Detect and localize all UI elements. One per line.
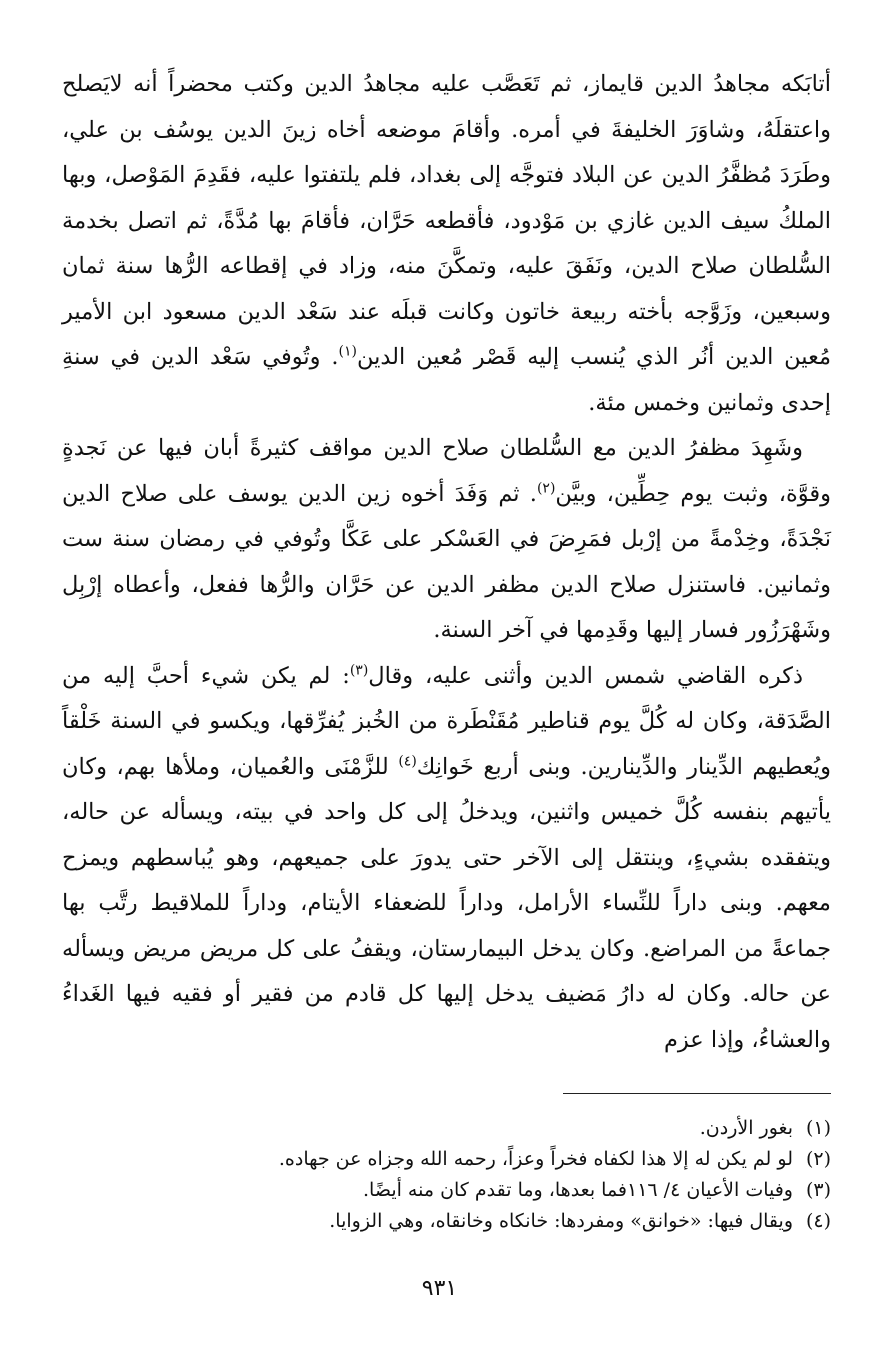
footnote-reference: (١) (338, 343, 357, 360)
footnote-number: (١) (805, 1117, 831, 1139)
footnote-separator (563, 1093, 831, 1094)
paragraph-2 (62, 426, 831, 654)
paragraph-text: ذكره القاضي شمس الدين وأثنى عليه، وقال (368, 662, 804, 689)
paragraph-1 (62, 62, 831, 426)
footnote-reference: (٢) (536, 480, 556, 496)
page-number: ٩٣١ (421, 1276, 458, 1301)
footnote-4 (62, 1206, 831, 1237)
main-text (62, 62, 831, 1063)
paragraph-text: وشَهِدَ مظفرُ الدين مع السُّلطان صلاح الدين مواقف كثيرةً أبان فيها عن نَجدةٍ وقوَّة، وثبت يوم حِطِّين، وبيَّن (62, 435, 831, 507)
footnotes (62, 1113, 831, 1237)
footnote-number: (٣) (805, 1179, 831, 1201)
paragraph-text: : لم يكن شيء أحبَّ إليه من الصَّدَقة، وكان له كُلَّ يوم قناطير مُقَنْطَرة من الخُبز يُفرِّقها، ويكسو في السنة خَلْقاً ويُعطيهم الدِّينار والدِّينارين. وبنى أربع خَوانِك (62, 662, 832, 780)
footnote-text: ويقال فيها: «خوانق» ومفردها: خانكاه وخانقاه، وهي الزوايا. (329, 1210, 793, 1232)
footnote-reference: (٤) (398, 753, 417, 769)
paragraph-text: . ثم وَفَدَ أخوه زين الدين يوسف على صلاح الدين نَجْدَةً، وخِدْمةً من إرْبل فمَرِضَ في العَسْكر على عَكَّا وتُوفي في رمضان سنة ست وثمانين. فاستنزل صلاح الدين مظفر الدين عن حَرَّان والرُّها ففعل، وأعطاه إرْبِل وشَهْرَزُور فسار إليها وقَدِمها في آخر السنة. (62, 480, 831, 643)
paragraph-text: أتابَكه مجاهدُ الدين قايماز، ثم تَعَصَّب عليه مجاهدُ الدين وكتب محضراً أنه لايَصلح واعتقلَهُ، وشاوَرَ الخليفةَ في أمره. وأقامَ موضعه أخاه زينَ الدين يوسُف بن علي، وطَرَدَ مُظفَّرُ الدين عن البلاد فتوجَّه إلى بغداد، فلم يلتفتوا عليه، فقَدِمَ المَوْصل، وبها الملكُ سيف الدين غازي بن مَوْدود، فأقطعه حَرَّان، فأقامَ بها مُدَّةً، ثم اتصل بخدمة السُّلطان صلاح الدين، ونَفَقَ عليه، وتمكَّنَ منه، وزاد في إقطاعه الرُّها سنة ثمان وسبعين، وزَوَّجه بأخته ربيعة خاتون وكانت قبلَه عند سَعْد الدين مسعود ابن الأمير مُعين الدين أنُر الذي يُنسب إليه قَصْر مُعين الدين (62, 71, 832, 370)
footnote-text: لو لم يكن له إلا هذا لكفاه فخراً وعزاً، رحمه الله وجزاه عن جهاده. (278, 1148, 793, 1170)
paragraph-text: . وتُوفي سَعْد الدين في سنةِ إحدى وثمانين وخمس مئة. (62, 344, 831, 416)
footnote-3 (62, 1175, 831, 1206)
footnote-number: (٢) (805, 1148, 831, 1170)
footnote-2 (62, 1144, 831, 1175)
footnote-1 (62, 1113, 831, 1144)
footnote-text: بغور الأردن. (699, 1117, 793, 1139)
footnote-reference: (٣) (349, 662, 369, 678)
paragraph-text: للزَّمْنَى والعُميان، وملأها بهم، وكان يأتيهم بنفسه كُلَّ خميس واثنين، ويدخلُ إلى كل واحد في بيته، ويسأله عن حاله، ويتفقده بشيءٍ، وينتقل إلى الآخر حتى يدورَ على جميعهم، وهو يُباسطهم ويمزح معهم. وبنى داراً للنِّساء الأرامل، وداراً للضعفاء الأيتام، وداراً للملاقيط رتَّب بها جماعةً من المراضع. وكان يدخل البيمارستان، ويقفُ على كل مريض مريض ويسأله عن حاله. وكان له دارُ مَضيف يدخل إليها كل قادم من فقير أو فقيه فيها الغَداءُ والعشاءُ، وإذا عزم (62, 753, 831, 1053)
footnote-number: (٤) (805, 1210, 831, 1232)
footnote-text: وفيات الأعيان ٤/ ١١٦فما بعدها، وما تقدم كان منه أيضًا. (363, 1179, 793, 1201)
paragraph-3 (62, 654, 831, 1064)
